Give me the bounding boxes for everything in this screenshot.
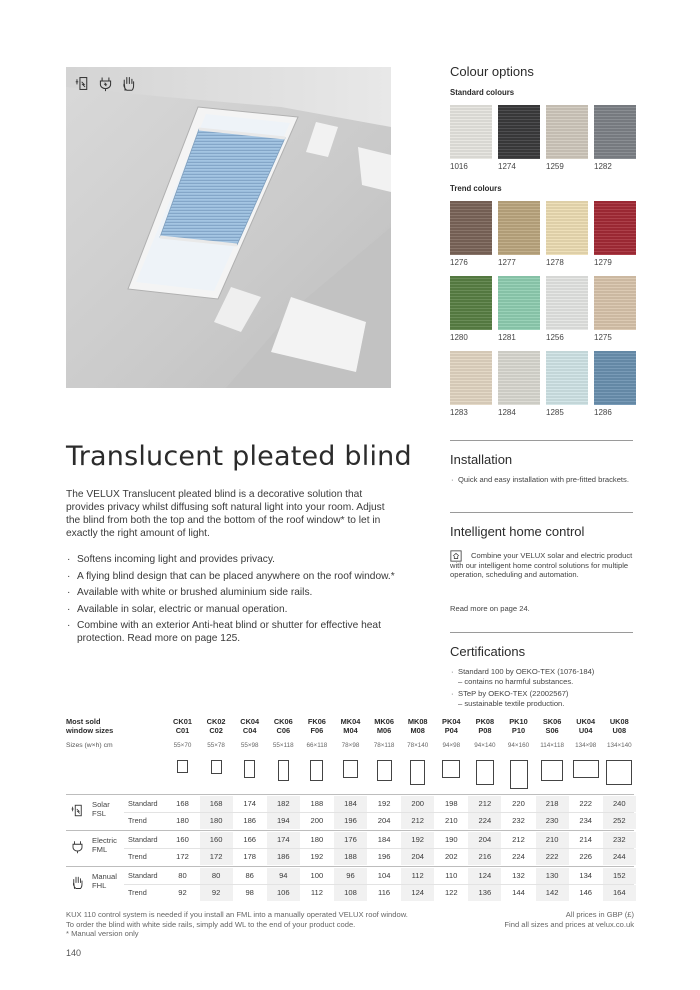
operation-name: Manual <box>92 872 117 881</box>
column-code <box>200 717 233 735</box>
column-code <box>468 717 501 735</box>
column-code <box>334 717 367 735</box>
column-code-1: UK04 <box>576 717 596 726</box>
column-size: 55×98 <box>240 742 259 749</box>
colour-swatch <box>450 201 492 267</box>
page-number: 140 <box>66 948 82 958</box>
swatch-code: 1281 <box>498 333 516 342</box>
price-cell: 196 <box>344 816 357 825</box>
colour-swatch <box>594 201 636 267</box>
price-cell: 224 <box>512 852 525 861</box>
column-code-1: CK02 <box>206 717 226 726</box>
swatch-code: 1282 <box>594 162 612 171</box>
electric-plug-icon <box>97 75 114 92</box>
window-size-icon <box>244 760 255 778</box>
colour-swatch <box>450 276 492 342</box>
price-cell: 212 <box>411 816 425 825</box>
certification-desc: – contains no harmful substances. <box>458 676 574 686</box>
price-cell: 174 <box>243 799 257 808</box>
column-code-2: M04 <box>343 726 358 735</box>
column-size: 94×160 <box>507 742 530 749</box>
price-cell: 124 <box>411 888 425 897</box>
swatch-code: 1283 <box>450 408 468 417</box>
column-size: 55×118 <box>272 742 294 749</box>
footnotes <box>66 910 446 939</box>
swatch-code: 1259 <box>546 162 564 171</box>
price-cell: 152 <box>612 871 626 880</box>
operation-name: Electric <box>92 836 117 845</box>
divider <box>450 440 633 441</box>
price-cell: 86 <box>245 871 254 880</box>
column-code <box>603 717 636 735</box>
swatch-chip <box>546 201 588 255</box>
installation-item: · Quick and easy installation with pre-fitted brackets. <box>450 475 633 485</box>
installation-list <box>450 475 633 488</box>
price-cell: 210 <box>444 816 458 825</box>
price-cell: 166 <box>243 835 257 844</box>
footnote: * Manual version only <box>66 929 139 938</box>
swatch-code: 1285 <box>546 408 564 417</box>
feature-item: · Available with white or brushed aluminium side rails. <box>66 586 396 599</box>
column-size: 134×98 <box>575 742 597 749</box>
colour-swatch <box>546 351 588 417</box>
column-code-2: C04 <box>242 726 257 735</box>
price-cell: 130 <box>545 871 559 880</box>
price-cell: 174 <box>276 835 290 844</box>
divider <box>450 512 633 513</box>
column-size: 114×118 <box>540 742 564 749</box>
feature-item: · Available in solar, electric or manual operation. <box>66 603 396 616</box>
price-cell: 212 <box>478 799 492 808</box>
footnote: To order the blind with white side rails, simply add WL to the end of your product code. <box>66 919 356 929</box>
trend-swatch-row <box>450 276 636 342</box>
price-cell: 92 <box>211 888 221 897</box>
column-code-1: CK06 <box>273 717 293 726</box>
price-cell: 144 <box>512 888 525 897</box>
price-cell: 194 <box>276 816 290 825</box>
column-code-2: F06 <box>310 726 324 735</box>
colour-swatch <box>546 105 588 171</box>
price-cell: 204 <box>411 852 425 861</box>
divider <box>450 632 633 633</box>
price-cell: 132 <box>512 871 525 880</box>
price-cell: 200 <box>411 799 425 808</box>
column-code-2: M08 <box>410 726 425 735</box>
price-cell: 134 <box>579 871 593 880</box>
colour-options-heading: Colour options <box>450 64 534 79</box>
window-size-icon <box>211 760 222 774</box>
price-cell: 96 <box>346 871 355 880</box>
certifications-heading: Certifications <box>450 644 526 659</box>
price-cell: 180 <box>176 816 189 825</box>
swatch-code: 1275 <box>594 333 612 342</box>
swatch-chip <box>546 276 588 330</box>
swatch-code: 1284 <box>498 408 516 417</box>
price-cell: 92 <box>178 888 187 897</box>
column-code <box>536 717 569 735</box>
swatch-chip <box>594 276 636 330</box>
price-cell: 108 <box>344 888 357 897</box>
certification-item <box>450 689 633 708</box>
column-code-1: MK06 <box>374 717 394 726</box>
window-size-icon <box>177 760 188 773</box>
price-cell: 192 <box>377 799 391 808</box>
swatch-code: 1279 <box>594 258 612 267</box>
smart-home-body: Combine your VELUX solar and electric product with our intelligent home control solutions for multiple operation, scheduling and automation. <box>450 551 633 579</box>
column-code-2: U08 <box>612 726 627 735</box>
swatch-chip <box>498 276 540 330</box>
feature-list <box>66 553 396 649</box>
intro-paragraph: The VELUX Translucent pleated blind is a decorative solution that provides privacy whilst diffusing soft natural light into your room. Adjust the blind from both the top and the bottom of the roof window* to let in exactly the right amount of light. <box>66 489 385 539</box>
standard-colours-label: Standard colours <box>450 88 515 97</box>
price-cell: 184 <box>377 835 391 844</box>
colour-swatch <box>594 105 636 171</box>
swatch-chip <box>450 105 492 159</box>
column-code-2: C02 <box>209 726 223 735</box>
price-cell: 176 <box>344 835 357 844</box>
trend-colours-label: Trend colours <box>450 184 502 193</box>
price-cell: 168 <box>176 799 189 808</box>
colour-swatch <box>450 351 492 417</box>
column-code-2: S06 <box>545 726 559 735</box>
price-cell: 224 <box>478 816 492 825</box>
window-size-icon <box>442 760 460 778</box>
colour-swatch <box>498 351 540 417</box>
swatch-chip <box>450 351 492 405</box>
colour-swatch <box>498 105 540 171</box>
column-size: 78×118 <box>373 742 395 749</box>
row-type-label: Trend <box>128 888 147 897</box>
price-cell: 230 <box>545 816 559 825</box>
trend-swatch-row <box>450 351 636 417</box>
swatch-code: 1274 <box>498 162 516 171</box>
column-code <box>435 717 468 735</box>
price-cell: 94 <box>279 871 288 880</box>
window-size-icon <box>606 760 632 785</box>
price-cell: 190 <box>444 835 458 844</box>
sizes-label: Sizes (w×h) cm <box>66 742 113 749</box>
table-header-line1: Most sold <box>66 717 101 726</box>
price-cell: 136 <box>478 888 492 897</box>
colour-swatch <box>594 276 636 342</box>
price-cell: 178 <box>243 852 257 861</box>
column-code-1: CK04 <box>240 717 260 726</box>
swatch-chip <box>594 201 636 255</box>
window-size-icon <box>541 760 563 781</box>
price-cell: 116 <box>378 888 391 897</box>
price-cell: 186 <box>276 852 290 861</box>
footnote: KUX 110 control system is needed if you install an FML into a manually operated VELUX roof window. <box>66 910 408 919</box>
column-code <box>300 717 333 735</box>
column-code <box>401 717 434 735</box>
column-code <box>267 717 300 735</box>
price-cell: 106 <box>276 888 290 897</box>
row-type-label: Standard <box>128 871 158 880</box>
operation-label <box>92 836 117 854</box>
price-cell: 180 <box>310 835 324 844</box>
price-cell: 98 <box>245 888 254 897</box>
electric-plug-icon <box>70 839 85 854</box>
swatch-code: 1278 <box>546 258 564 267</box>
price-cell: 214 <box>579 835 593 844</box>
price-cell: 240 <box>612 799 626 808</box>
price-cell: 188 <box>310 799 324 808</box>
row-type-label: Standard <box>128 835 158 844</box>
column-code <box>166 717 199 735</box>
column-size: 78×140 <box>407 742 429 749</box>
price-cell: 196 <box>377 852 391 861</box>
price-cell: 204 <box>478 835 492 844</box>
column-code-1: CK01 <box>173 717 192 726</box>
column-code-2: P10 <box>511 726 526 735</box>
row-type-label: Standard <box>128 799 158 808</box>
price-cell: 110 <box>445 871 458 880</box>
column-code <box>569 717 602 735</box>
price-cell: 80 <box>178 871 187 880</box>
operation-code: FML <box>92 845 108 854</box>
price-cell: 200 <box>310 816 324 825</box>
swatch-chip <box>546 351 588 405</box>
price-cell: 192 <box>411 835 425 844</box>
group-divider <box>66 794 634 795</box>
operation-name: Solar <box>92 800 110 809</box>
window-size-icon <box>573 760 599 778</box>
certification-name: Standard 100 by OEKO-TEX (1076-184) <box>458 667 595 676</box>
column-size: 78×98 <box>341 742 360 749</box>
price-cell: 210 <box>545 835 559 844</box>
feature-item: · Softens incoming light and provides privacy. <box>66 553 396 566</box>
colour-swatch <box>450 105 492 171</box>
swatch-chip <box>498 201 540 255</box>
column-code-1: UK08 <box>609 717 629 726</box>
price-cell: 164 <box>612 888 626 897</box>
swatch-code: 1280 <box>450 333 468 342</box>
column-code-2: C06 <box>276 726 291 735</box>
column-code-1: MK04 <box>340 717 361 726</box>
column-code <box>368 717 401 735</box>
price-cell: 172 <box>176 852 189 861</box>
price-cell: 232 <box>612 835 626 844</box>
window-size-icon <box>410 760 425 785</box>
price-cell: 112 <box>411 871 424 880</box>
standard-swatch-row <box>450 105 636 171</box>
smart-home-icon <box>450 550 462 562</box>
solar-icon <box>74 75 91 92</box>
price-cell: 172 <box>209 852 223 861</box>
price-cell: 192 <box>310 852 324 861</box>
price-cell: 168 <box>209 799 223 808</box>
price-cell: 186 <box>243 816 257 825</box>
column-code-2: C01 <box>175 726 190 735</box>
price-cell: 202 <box>444 852 458 861</box>
certifications-list <box>450 667 633 711</box>
column-code <box>502 717 535 735</box>
price-cell: 80 <box>211 871 221 880</box>
price-cell: 160 <box>209 835 223 844</box>
feature-item: · Combine with an exterior Anti-heat blind or shutter for effective heat protection. Read more on page 125. <box>66 619 396 645</box>
group-divider <box>66 830 634 831</box>
price-cell: 244 <box>612 852 626 861</box>
operation-code: FSL <box>92 809 106 818</box>
window-size-icon <box>510 760 528 789</box>
row-type-label: Trend <box>128 852 147 861</box>
operation-icons <box>74 75 137 92</box>
price-cell: 160 <box>176 835 189 844</box>
column-code-1: MK08 <box>407 717 428 726</box>
column-size: 55×70 <box>173 742 192 749</box>
window-size-icon <box>377 760 392 781</box>
window-size-icon <box>310 760 323 781</box>
price-cell: 198 <box>444 799 458 808</box>
swatch-chip <box>546 105 588 159</box>
column-size: 66×118 <box>306 742 328 749</box>
colour-swatch <box>546 276 588 342</box>
solar-icon <box>70 803 85 818</box>
price-cell: 146 <box>579 888 593 897</box>
price-info <box>504 910 634 929</box>
swatch-chip <box>498 351 540 405</box>
price-cell: 112 <box>310 888 323 897</box>
window-size-icon <box>278 760 289 781</box>
price-cell: 218 <box>545 799 559 808</box>
price-cell: 184 <box>344 799 357 808</box>
colour-swatch <box>546 201 588 267</box>
window-size-icon <box>343 760 358 778</box>
operation-code: FHL <box>92 881 107 890</box>
price-cell: 212 <box>512 835 525 844</box>
window-size-icon <box>476 760 494 785</box>
certification-item <box>450 667 633 686</box>
price-cell: 122 <box>444 888 458 897</box>
column-code-2: P08 <box>478 726 492 735</box>
roof-window-illustration <box>66 67 391 388</box>
column-code-1: PK04 <box>442 717 461 726</box>
row-type-label: Trend <box>128 816 147 825</box>
column-code-1: SK06 <box>542 717 562 726</box>
price-cell: 220 <box>512 799 525 808</box>
price-cell: 188 <box>344 852 357 861</box>
colour-swatch <box>498 201 540 267</box>
page-title: Translucent pleated blind <box>66 441 412 472</box>
swatch-chip <box>450 201 492 255</box>
column-code-2: U04 <box>578 726 593 735</box>
column-size: 94×98 <box>442 742 461 749</box>
swatch-chip <box>594 351 636 405</box>
certification-name: STeP by OEKO-TEX (22002567) <box>458 689 569 698</box>
price-cell: 222 <box>545 852 559 861</box>
colour-swatch <box>594 351 636 417</box>
trend-swatch-row <box>450 201 636 267</box>
installation-heading: Installation <box>450 452 513 467</box>
table-header-line2: window sizes <box>66 726 114 735</box>
price-cell: 182 <box>276 799 290 808</box>
price-cell: 204 <box>377 816 391 825</box>
operation-label <box>92 872 117 890</box>
price-cell: 232 <box>512 816 525 825</box>
swatch-chip <box>594 105 636 159</box>
price-cell: 100 <box>310 871 324 880</box>
hero-photo <box>66 67 391 388</box>
swatch-code: 1277 <box>498 258 516 267</box>
swatch-code: 1286 <box>594 408 612 417</box>
column-size: 134×140 <box>606 742 632 749</box>
column-code <box>233 717 266 735</box>
price-cell: 252 <box>612 816 626 825</box>
column-code-2: M06 <box>376 726 392 735</box>
manual-hand-icon <box>70 875 85 890</box>
swatch-code: 1016 <box>450 162 468 171</box>
price-cell: 180 <box>209 816 223 825</box>
column-code-1: PK08 <box>475 717 495 726</box>
manual-hand-icon <box>120 75 137 92</box>
column-code-1: FK06 <box>307 717 326 726</box>
column-code-1: PK10 <box>509 717 528 726</box>
swatch-code: 1276 <box>450 258 468 267</box>
table-header-label <box>66 717 113 735</box>
operation-label <box>92 800 110 818</box>
price-cell: 104 <box>377 871 391 880</box>
currency-note: All prices in GBP (£) <box>565 910 634 919</box>
column-size: 94×140 <box>474 742 496 749</box>
swatch-code: 1256 <box>546 333 564 342</box>
swatch-chip <box>450 276 492 330</box>
column-size: 55×78 <box>207 742 225 749</box>
smart-home-read-more: Read more on page 24. <box>450 604 530 613</box>
smart-home-text <box>450 551 633 580</box>
price-cell: 124 <box>478 871 492 880</box>
smart-home-heading: Intelligent home control <box>450 524 585 539</box>
price-cell: 234 <box>579 816 593 825</box>
price-cell: 226 <box>579 852 593 861</box>
certification-desc: – sustainable textile production. <box>458 698 565 708</box>
price-cell: 216 <box>478 852 492 861</box>
price-cell: 222 <box>579 799 593 808</box>
price-cell: 142 <box>545 888 559 897</box>
group-divider <box>66 866 634 867</box>
swatch-chip <box>498 105 540 159</box>
feature-item: · A flying blind design that can be placed anywhere on the roof window.* <box>66 570 396 583</box>
colour-swatch <box>498 276 540 342</box>
website-note: Find all sizes and prices at velux.co.uk <box>504 919 634 929</box>
column-code-2: P04 <box>444 726 458 735</box>
